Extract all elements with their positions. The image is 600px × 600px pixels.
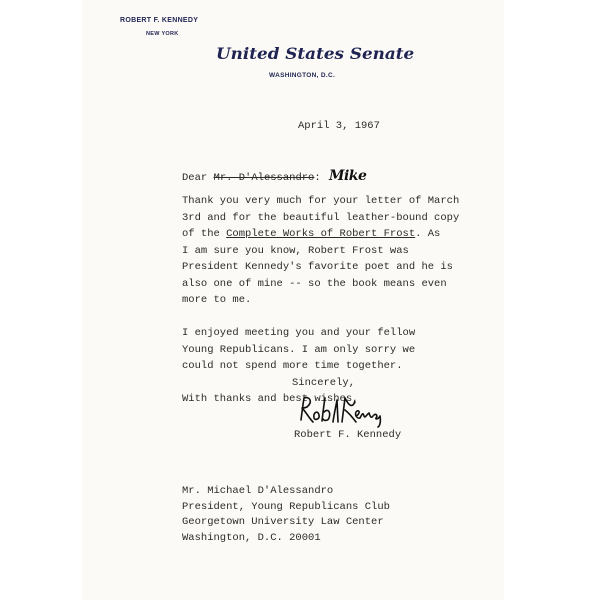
recipient-address [182,484,390,546]
handwritten-signature [296,394,392,428]
body-line: also one of mine -- so the book means even [182,277,447,290]
handwritten-recipient-name: Mike [328,168,367,184]
letter-date: April 3, 1967 [298,120,380,132]
body-paragraph-1 [182,193,459,309]
letter-page [82,0,504,600]
body-line: could not spend more time together. [182,360,403,372]
sender-city: NEW YORK [146,31,179,37]
body-line: more to me. [182,294,252,306]
body-line-suffix: . As [415,228,441,240]
address-line: Mr. Michael D'Alessandro [182,485,334,497]
struck-recipient-name: Mr. D'Alessandro [213,172,315,184]
body-paragraph-2 [182,325,459,375]
salutation-colon: : [314,172,321,184]
body-line: Thank you very much for your letter of March [182,195,460,207]
body-line: I am sure you know, Robert Frost was [182,244,409,257]
body-line: President Kennedy's favorite poet and he is [182,261,453,273]
salutation [182,168,366,187]
address-line: Washington, D.C. 20001 [182,531,321,544]
body-line: With thanks and best wishes, [182,393,359,405]
body-line: I enjoyed meeting you and your fellow [182,327,416,339]
body-line-prefix: of the [182,228,227,240]
letterhead-location: WASHINGTON, D.C. [269,72,336,79]
signer-name: Robert F. Kennedy [294,429,402,441]
sender-name: ROBERT F. KENNEDY [120,17,199,24]
body-line: Young Republicans. I am only sorry we [182,343,416,356]
body-line: 3rd and for the beautiful leather-bound copy [182,211,460,224]
salutation-greeting: Dear [182,172,208,184]
closing: Sincerely, [292,377,356,389]
address-line: President, Young Republicans Club [182,500,390,513]
book-title: Complete Works of Robert Frost [226,228,416,240]
body-line [182,226,459,243]
address-line: Georgetown University Law Center [182,516,384,528]
letterhead-title: United States Senate [216,44,415,63]
